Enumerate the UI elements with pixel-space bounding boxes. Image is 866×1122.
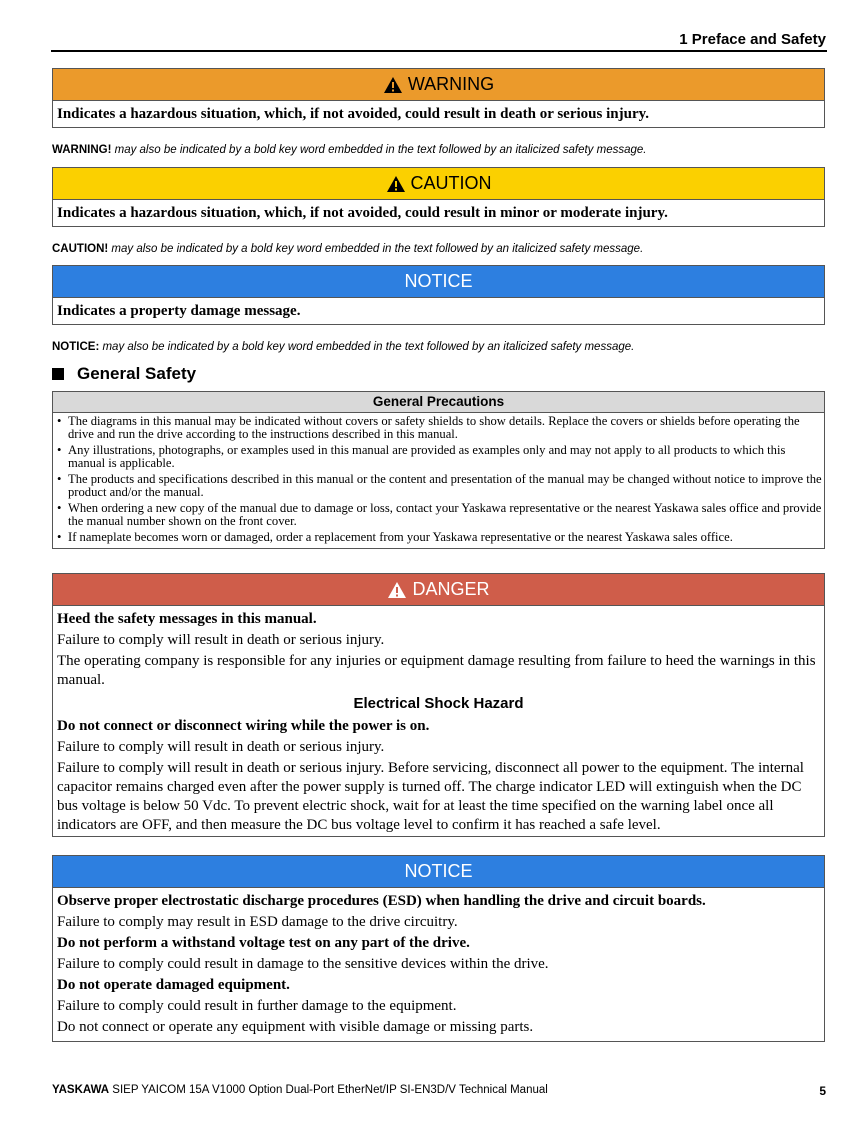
withstand-heading: Do not perform a withstand voltage test on any part of the drive. [57,935,470,951]
damaged-equipment-consequence: Failure to comply could result in further damage to the equipment. [57,998,457,1014]
notice-message: Indicates a property damage message. [57,303,301,319]
danger-label: DANGER [412,579,490,599]
danger-triangle-icon [387,581,407,599]
section-title: 1 Preface and Safety [679,31,826,48]
header-rule [51,50,827,52]
danger-wiring-consequence: Failure to comply will result in death or serious injury. [57,739,385,755]
general-safety-title: General Safety [77,364,197,383]
notice-esd-label: NOTICE [404,861,473,881]
list-item: • Any illustrations, photographs, or examples used in this manual are provided as examples only and may not apply to all products to which this manual is applicable. [57,444,822,470]
footer-manual: SIEP YAICOM 15A V1000 Option Dual-Port EtherNet/IP SI-EN3D/V Technical Manual [109,1084,548,1096]
notice-box [52,265,825,325]
footer-brand: YASKAWA [52,1084,110,1096]
caution-message: Indicates a hazardous situation, which, if not avoided, could result in minor or moderate injury. [57,205,668,221]
notice-note-text: may also be indicated by a bold key word embedded in the text followed by an italicized safety message. [99,341,635,353]
caution-box [52,167,825,227]
esd-heading: Observe proper electrostatic discharge procedures (ESD) when handling the drive and circuit boards. [57,893,706,909]
warning-triangle-icon [383,76,403,94]
damaged-equipment-heading: Do not operate damaged equipment. [57,977,290,993]
withstand-consequence: Failure to comply could result in damage to the sensitive devices within the drive. [57,956,549,972]
notice-label: NOTICE [404,271,473,291]
danger-wiring-heading: Do not connect or disconnect wiring while the power is on. [57,718,430,734]
general-precautions-title: General Precautions [53,392,824,413]
caution-bar [53,168,824,200]
electrical-shock-heading: Electrical Shock Hazard [353,695,524,712]
list-item: • If nameplate becomes worn or damaged, order a replacement from your Yaskawa representative or the nearest Yaskawa sales office. [57,531,822,544]
general-precautions-table [52,391,825,549]
damaged-equipment-instruction: Do not connect or operate any equipment with visible damage or missing parts. [57,1019,534,1035]
esd-consequence: Failure to comply may result in ESD damage to the drive circuitry. [57,914,458,930]
warning-note [52,144,646,156]
warning-bar [53,69,824,101]
caution-label: CAUTION [410,173,492,193]
danger-consequence: Failure to comply will result in death or serious injury. [57,632,385,648]
warning-label: WARNING [407,74,495,94]
section-square-icon [52,368,64,380]
danger-heed-heading: Heed the safety messages in this manual. [57,611,317,627]
page-number: 5 [819,1084,826,1098]
notice-esd-bar [53,856,824,888]
general-safety-heading [52,364,196,384]
list-item: • The products and specifications described in this manual or the content and presentation of the manual may be changed without notice to improve the product and/or the manual. [57,473,822,499]
danger-wiring-detail: Failure to comply will result in death or serious injury. Before servicing, disconnect all power to the equipment. The internal capacitor remains charged even after the power supply is turned off. The charge indicator LED will extinguish when the DC bus voltage is below 50 Vdc. To prevent electric shock, wait for at least the time specified on the warning label once all indicators are OFF, and then measure the DC bus voltage level to confirm it has reached a safe level. [57,760,804,833]
footer-manual-title [52,1084,548,1096]
warning-box [52,68,825,128]
list-item: • When ordering a new copy of the manual due to damage or loss, contact your Yaskawa representative or the nearest Yaskawa sales office and provide the manual number shown on the front cover. [57,502,822,528]
warning-message: Indicates a hazardous situation, which, if not avoided, could result in death or serious injury. [57,106,650,122]
list-item: • The diagrams in this manual may be indicated without covers or safety shields to show details. Replace the covers or shields before operating the drive and run the drive according to the instructions described in this manual. [57,415,822,441]
notice-esd-box [52,855,825,1042]
caution-note-key: CAUTION! [52,243,109,255]
caution-note [52,243,643,255]
warning-note-key: WARNING! [52,144,112,156]
notice-note-key: NOTICE: [52,341,100,353]
notice-bar [53,266,824,298]
caution-note-text: may also be indicated by a bold key word embedded in the text followed by an italicized safety message. [108,243,644,255]
notice-esd-body [53,888,824,1037]
danger-responsibility: The operating company is responsible for any injuries or equipment damage resulting from failure to heed the warnings in this manual. [57,653,816,688]
danger-box [52,573,825,837]
danger-bar [53,574,824,606]
warning-note-text: may also be indicated by a bold key word embedded in the text followed by an italicized safety message. [111,144,647,156]
caution-triangle-icon [386,175,406,193]
precautions-list [53,413,824,548]
danger-body [53,606,824,835]
notice-note [52,341,634,353]
